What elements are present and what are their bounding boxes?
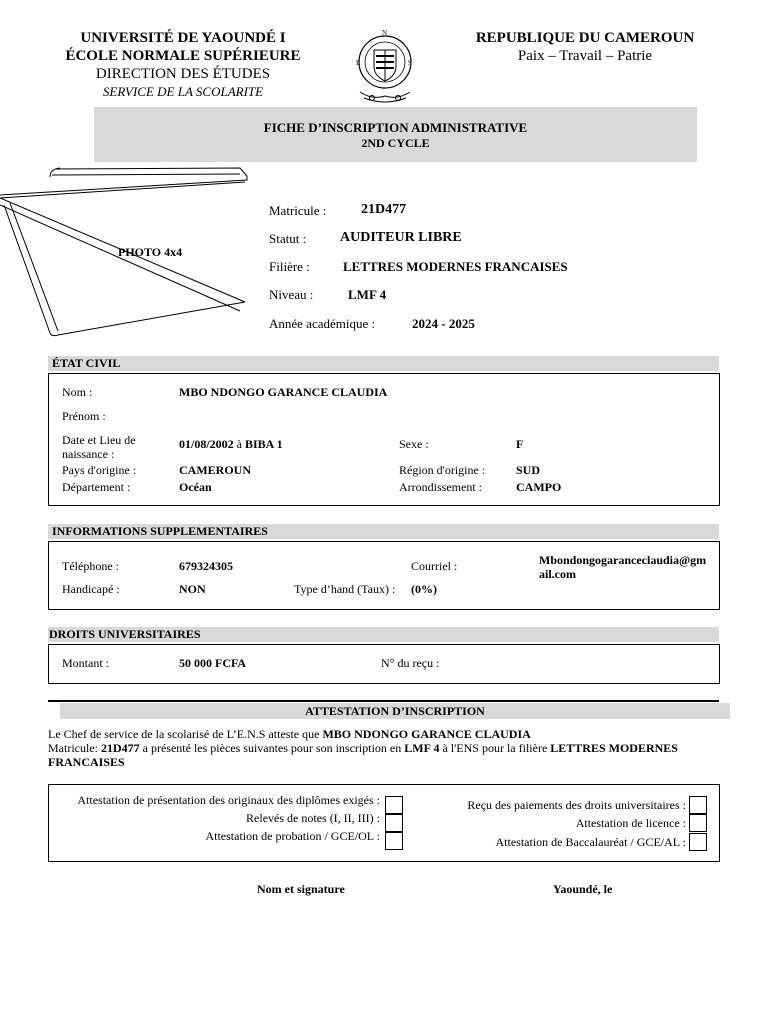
telephone-value: 679324305: [179, 559, 233, 573]
prenom-label: Prénom :: [62, 409, 106, 423]
pays-label: Pays d'origine :: [62, 463, 137, 477]
country-motto: Paix – Travail – Patrie: [517, 48, 653, 64]
arrondissement-label: Arrondissement :: [399, 480, 482, 494]
recu-label: N° du reçu :: [381, 656, 440, 670]
nom-label: Nom :: [62, 385, 93, 399]
check-left-2-label: Relevés de notes (I, II, III) :: [246, 811, 380, 825]
filiere-value: LETTRES MODERNES FRANCAISES: [343, 259, 568, 274]
check-right-1-label: Reçu des paiements des droits universitaires :: [467, 798, 686, 812]
check-left-2-box[interactable]: [385, 814, 403, 832]
attestation-student-name: MBO NDONGO GARANCE CLAUDIA: [322, 727, 531, 741]
niveau-value: LMF 4: [348, 287, 387, 302]
attestation-mat-value: 21D477: [100, 741, 140, 755]
photo-label: PHOTO 4x4: [118, 245, 183, 259]
header-right: [460, 29, 710, 65]
niveau-label: Niveau :: [269, 287, 314, 302]
check-right-1-box[interactable]: [689, 796, 707, 814]
montant-value: 50 000 FCFA: [179, 656, 247, 670]
attestation-l1-text: Le Chef de service de la scolarisé de L’E.N.S atteste que: [48, 727, 320, 741]
university-seal-icon: [352, 26, 418, 108]
attestation-mat-label: Matricule:: [48, 741, 98, 755]
attestation-filiere-2: FRANCAISES: [48, 755, 125, 769]
service-name: SERVICE DE LA SCOLARITE: [102, 84, 264, 99]
filiere-label: Filière :: [269, 259, 310, 274]
handicape-label: Handicapé :: [62, 582, 120, 596]
attestation-niveau: LMF 4: [404, 741, 440, 755]
university-name: UNIVERSITÉ DE YAOUNDÉ I: [80, 30, 286, 46]
birth-date: 01/08/2002: [179, 437, 234, 451]
check-left-1-box[interactable]: [385, 796, 403, 814]
attestation-text: [48, 727, 728, 769]
attestation-l2-text-2: à l'ENS pour la filière: [442, 741, 548, 755]
naissance-value: [179, 437, 283, 452]
direction-name: DIRECTION DES ÉTUDES: [95, 66, 271, 82]
attestation-heading: ATTESTATION D’INSCRIPTION: [60, 703, 730, 719]
naissance-label: [62, 433, 136, 461]
naissance-label-line2: naissance :: [62, 447, 115, 461]
header-left: [48, 29, 318, 101]
signature-label: Nom et signature: [257, 882, 345, 896]
form-subtitle: 2ND CYCLE: [361, 136, 430, 150]
form-title-bar: [94, 107, 697, 162]
infos-heading: INFORMATIONS SUPPLEMENTAIRES: [48, 524, 719, 539]
telephone-label: Téléphone :: [62, 559, 119, 573]
check-right-2-box[interactable]: [689, 814, 707, 832]
place-date-label: Yaoundé, le: [553, 882, 613, 896]
birth-sep: à: [236, 437, 242, 451]
handicape-value: NON: [179, 582, 206, 596]
etat-civil-heading: ÉTAT CIVIL: [48, 356, 719, 371]
check-left-3-label: Attestation de probation / GCE/OL :: [205, 829, 380, 843]
annee-value: 2024 - 2025: [412, 316, 475, 331]
nom-value: MBO NDONGO GARANCE CLAUDIA: [179, 385, 388, 399]
statut-value: AUDITEUR LIBRE: [340, 230, 462, 245]
statut-label: Statut :: [269, 231, 307, 246]
attestation-l2-text: a présenté les pièces suivantes pour son inscription en: [142, 741, 402, 755]
svg-text:N: N: [382, 29, 388, 37]
country-name: REPUBLIQUE DU CAMEROUN: [475, 30, 695, 46]
departement-value: Océan: [179, 480, 212, 494]
type-hand-label: Type d’hand (Taux) :: [294, 582, 396, 596]
region-value: SUD: [516, 463, 541, 477]
annee-label: Année académique :: [269, 316, 376, 331]
matricule-label: Matricule :: [269, 203, 327, 218]
sexe-value: F: [516, 437, 524, 451]
check-left-3-box[interactable]: [385, 832, 403, 850]
courriel-label: Courriel :: [411, 559, 458, 573]
attestation-line-1: [48, 727, 728, 741]
check-right-2-label: Attestation de licence :: [575, 816, 686, 830]
courriel-value: Mbondongogaranceclaudia@gmail.com: [539, 553, 707, 581]
sexe-label: Sexe :: [399, 437, 429, 451]
attestation-filiere-1: LETTRES MODERNES: [550, 741, 678, 755]
montant-label: Montant :: [62, 656, 109, 670]
form-title: FICHE D’INSCRIPTION ADMINISTRATIVE: [263, 120, 528, 135]
check-right-3-box[interactable]: [689, 833, 707, 851]
attestation-line-2: [48, 741, 728, 755]
school-name: ÉCOLE NORMALE SUPÉRIEURE: [65, 48, 301, 64]
droits-heading: DROITS UNIVERSITAIRES: [48, 627, 719, 642]
type-hand-value: (0%): [411, 582, 437, 596]
naissance-label-line1: Date et Lieu de: [62, 433, 136, 447]
arrondissement-value: CAMPO: [516, 480, 562, 494]
check-left-1-label: Attestation de présentation des originaux des diplômes exigés :: [77, 793, 380, 807]
region-label: Région d'origine :: [399, 463, 486, 477]
departement-label: Département :: [62, 480, 131, 494]
check-right-3-label: Attestation de Baccalauréat / GCE/AL :: [495, 835, 686, 849]
attestation-divider: [48, 700, 719, 702]
svg-text:S: S: [408, 59, 412, 67]
svg-text:E: E: [356, 59, 361, 67]
pays-value: CAMEROUN: [179, 463, 251, 477]
matricule-value: 21D477: [361, 202, 407, 217]
birth-place: BIBA 1: [245, 437, 283, 451]
